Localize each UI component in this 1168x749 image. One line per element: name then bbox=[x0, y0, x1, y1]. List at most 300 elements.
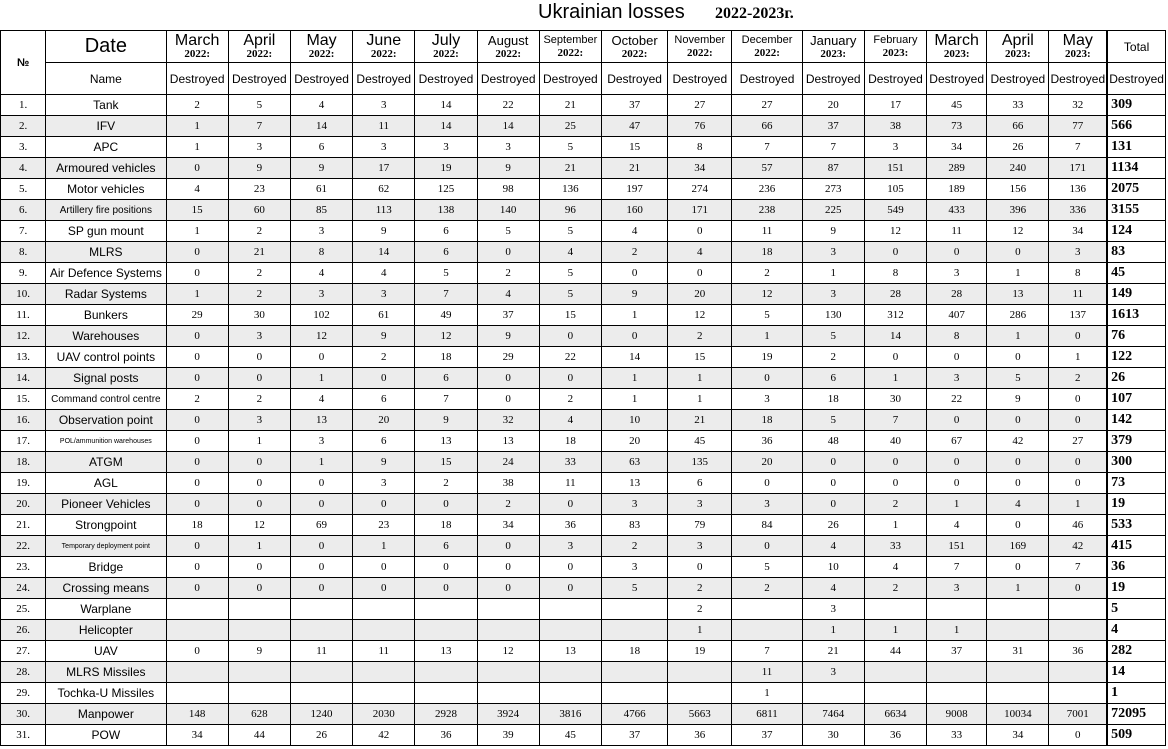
value-cell: 0 bbox=[927, 473, 987, 494]
value-cell bbox=[802, 683, 864, 704]
value-cell: 0 bbox=[732, 473, 802, 494]
value-cell: 148 bbox=[166, 704, 228, 725]
total-cell: 509 bbox=[1107, 725, 1165, 746]
value-cell: 0 bbox=[166, 494, 228, 515]
value-cell: 0 bbox=[668, 557, 732, 578]
value-cell: 3 bbox=[601, 494, 667, 515]
value-cell: 4 bbox=[353, 263, 415, 284]
month-year: 2023: bbox=[820, 47, 847, 60]
value-cell: 0 bbox=[353, 578, 415, 599]
value-cell: 1 bbox=[353, 536, 415, 557]
total-cell: 19 bbox=[1107, 578, 1165, 599]
value-cell: 6634 bbox=[864, 704, 926, 725]
value-cell: 4 bbox=[802, 536, 864, 557]
value-cell bbox=[601, 620, 667, 641]
row-number: 25. bbox=[1, 599, 46, 620]
row-number: 5. bbox=[1, 179, 46, 200]
value-cell bbox=[353, 683, 415, 704]
value-cell: 3924 bbox=[477, 704, 539, 725]
value-cell bbox=[864, 599, 926, 620]
value-cell: 137 bbox=[1049, 305, 1107, 326]
value-cell: 5 bbox=[539, 137, 601, 158]
value-cell bbox=[539, 599, 601, 620]
value-cell: 151 bbox=[864, 158, 926, 179]
value-cell: 5 bbox=[601, 578, 667, 599]
value-cell: 69 bbox=[290, 515, 352, 536]
value-cell: 1 bbox=[927, 620, 987, 641]
month-name: July bbox=[431, 32, 461, 49]
value-cell: 138 bbox=[415, 200, 477, 221]
value-cell: 3 bbox=[802, 599, 864, 620]
value-cell: 0 bbox=[228, 494, 290, 515]
month-year: 2023: bbox=[1005, 48, 1031, 60]
value-cell: 407 bbox=[927, 305, 987, 326]
month-name: May bbox=[1062, 32, 1093, 49]
value-cell: 4 bbox=[601, 221, 667, 242]
row-name: UAV control points bbox=[46, 347, 166, 368]
value-cell: 5 bbox=[228, 95, 290, 116]
table-row bbox=[1, 578, 1166, 599]
row-name: ATGM bbox=[46, 452, 166, 473]
value-cell: 47 bbox=[601, 116, 667, 137]
destroyed-subheader: Destroyed bbox=[802, 63, 864, 95]
table-row bbox=[1, 662, 1166, 683]
value-cell bbox=[539, 620, 601, 641]
value-cell: 0 bbox=[802, 452, 864, 473]
row-name: Tochka-U Missiles bbox=[46, 683, 166, 704]
month-name: March bbox=[934, 32, 979, 49]
row-number: 8. bbox=[1, 242, 46, 263]
month-name: May bbox=[306, 32, 337, 49]
value-cell: 2 bbox=[668, 578, 732, 599]
value-cell: 3 bbox=[1049, 242, 1107, 263]
value-cell bbox=[864, 683, 926, 704]
value-cell: 12 bbox=[668, 305, 732, 326]
value-cell: 5 bbox=[539, 263, 601, 284]
value-cell: 0 bbox=[166, 557, 228, 578]
row-number: 23. bbox=[1, 557, 46, 578]
value-cell: 19 bbox=[668, 641, 732, 662]
value-cell: 0 bbox=[290, 347, 352, 368]
table-row bbox=[1, 410, 1166, 431]
value-cell: 1240 bbox=[290, 704, 352, 725]
value-cell: 2 bbox=[668, 326, 732, 347]
month-name: April bbox=[243, 32, 276, 49]
value-cell: 0 bbox=[539, 494, 601, 515]
value-cell: 34 bbox=[927, 137, 987, 158]
value-cell: 12 bbox=[290, 326, 352, 347]
value-cell bbox=[1049, 662, 1107, 683]
value-cell: 0 bbox=[539, 368, 601, 389]
value-cell: 13 bbox=[415, 431, 477, 452]
date-column-header: Date bbox=[46, 31, 166, 63]
value-cell: 0 bbox=[477, 578, 539, 599]
value-cell: 13 bbox=[290, 410, 352, 431]
value-cell: 3 bbox=[927, 578, 987, 599]
row-number: 7. bbox=[1, 221, 46, 242]
row-name: AGL bbox=[46, 473, 166, 494]
value-cell: 1 bbox=[1049, 347, 1107, 368]
row-name: IFV bbox=[46, 116, 166, 137]
value-cell: 12 bbox=[477, 641, 539, 662]
value-cell: 2 bbox=[353, 347, 415, 368]
value-cell: 1 bbox=[228, 431, 290, 452]
value-cell: 21 bbox=[601, 158, 667, 179]
value-cell: 0 bbox=[415, 578, 477, 599]
row-name: POL/ammunition warehouses bbox=[46, 431, 166, 452]
value-cell: 9 bbox=[353, 452, 415, 473]
row-name: Helicopter bbox=[46, 620, 166, 641]
value-cell: 17 bbox=[864, 95, 926, 116]
value-cell: 11 bbox=[732, 662, 802, 683]
table-row bbox=[1, 179, 1166, 200]
value-cell: 36 bbox=[415, 725, 477, 746]
table-row bbox=[1, 683, 1166, 704]
value-cell: 0 bbox=[802, 473, 864, 494]
total-cell: 1134 bbox=[1107, 158, 1165, 179]
total-cell: 300 bbox=[1107, 452, 1165, 473]
destroyed-subheader: Destroyed bbox=[1049, 63, 1107, 95]
value-cell: 4 bbox=[539, 242, 601, 263]
value-cell: 15 bbox=[668, 347, 732, 368]
value-cell: 79 bbox=[668, 515, 732, 536]
value-cell: 14 bbox=[415, 95, 477, 116]
value-cell: 0 bbox=[987, 242, 1049, 263]
row-name: Pioneer Vehicles bbox=[46, 494, 166, 515]
table-row bbox=[1, 431, 1166, 452]
losses-table bbox=[0, 30, 1166, 746]
value-cell: 0 bbox=[166, 242, 228, 263]
value-cell: 336 bbox=[1049, 200, 1107, 221]
value-cell: 0 bbox=[601, 326, 667, 347]
value-cell: 7 bbox=[1049, 557, 1107, 578]
value-cell bbox=[539, 683, 601, 704]
total-cell: 4 bbox=[1107, 620, 1165, 641]
value-cell: 628 bbox=[228, 704, 290, 725]
value-cell bbox=[166, 662, 228, 683]
row-number: 13. bbox=[1, 347, 46, 368]
value-cell: 113 bbox=[353, 200, 415, 221]
value-cell: 9 bbox=[290, 158, 352, 179]
value-cell: 19 bbox=[415, 158, 477, 179]
month-name: February bbox=[873, 34, 918, 46]
value-cell: 4 bbox=[166, 179, 228, 200]
value-cell: 9 bbox=[987, 389, 1049, 410]
value-cell: 0 bbox=[415, 557, 477, 578]
row-number: 15. bbox=[1, 389, 46, 410]
row-number: 19. bbox=[1, 473, 46, 494]
value-cell: 24 bbox=[477, 452, 539, 473]
value-cell: 0 bbox=[290, 494, 352, 515]
value-cell: 30 bbox=[864, 389, 926, 410]
value-cell: 36 bbox=[732, 431, 802, 452]
total-cell: 45 bbox=[1107, 263, 1165, 284]
row-number: 14. bbox=[1, 368, 46, 389]
value-cell: 3 bbox=[732, 389, 802, 410]
month-header bbox=[732, 31, 802, 63]
table-row bbox=[1, 158, 1166, 179]
value-cell: 12 bbox=[987, 221, 1049, 242]
value-cell: 1 bbox=[228, 536, 290, 557]
month-header bbox=[601, 31, 667, 63]
value-cell: 31 bbox=[987, 641, 1049, 662]
value-cell: 44 bbox=[228, 725, 290, 746]
value-cell bbox=[927, 599, 987, 620]
value-cell: 1 bbox=[864, 515, 926, 536]
value-cell: 13 bbox=[477, 431, 539, 452]
table-row bbox=[1, 599, 1166, 620]
row-number: 12. bbox=[1, 326, 46, 347]
value-cell: 27 bbox=[732, 95, 802, 116]
row-name: Manpower bbox=[46, 704, 166, 725]
value-cell: 36 bbox=[539, 515, 601, 536]
value-cell: 0 bbox=[864, 347, 926, 368]
value-cell: 42 bbox=[987, 431, 1049, 452]
value-cell: 84 bbox=[732, 515, 802, 536]
value-cell: 33 bbox=[864, 536, 926, 557]
value-cell: 135 bbox=[668, 452, 732, 473]
row-number: 20. bbox=[1, 494, 46, 515]
value-cell: 76 bbox=[668, 116, 732, 137]
value-cell: 49 bbox=[415, 305, 477, 326]
value-cell: 0 bbox=[166, 452, 228, 473]
value-cell: 5 bbox=[477, 221, 539, 242]
value-cell bbox=[927, 683, 987, 704]
value-cell: 0 bbox=[539, 578, 601, 599]
row-number: 2. bbox=[1, 116, 46, 137]
row-name: MLRS Missiles bbox=[46, 662, 166, 683]
value-cell: 0 bbox=[864, 473, 926, 494]
value-cell: 5 bbox=[987, 368, 1049, 389]
table-row bbox=[1, 620, 1166, 641]
value-cell: 96 bbox=[539, 200, 601, 221]
value-cell: 15 bbox=[166, 200, 228, 221]
value-cell: 44 bbox=[864, 641, 926, 662]
total-cell: 124 bbox=[1107, 221, 1165, 242]
value-cell: 1 bbox=[668, 368, 732, 389]
month-name: April bbox=[1001, 32, 1034, 49]
value-cell: 20 bbox=[732, 452, 802, 473]
value-cell: 67 bbox=[927, 431, 987, 452]
value-cell: 1 bbox=[987, 326, 1049, 347]
value-cell: 11 bbox=[1049, 284, 1107, 305]
value-cell: 25 bbox=[539, 116, 601, 137]
value-cell: 21 bbox=[802, 641, 864, 662]
value-cell: 0 bbox=[228, 557, 290, 578]
value-cell: 7 bbox=[732, 137, 802, 158]
value-cell: 29 bbox=[166, 305, 228, 326]
value-cell: 0 bbox=[166, 410, 228, 431]
month-header bbox=[864, 31, 926, 63]
value-cell: 0 bbox=[987, 452, 1049, 473]
value-cell: 3 bbox=[353, 284, 415, 305]
value-cell: 7 bbox=[415, 389, 477, 410]
value-cell: 61 bbox=[353, 305, 415, 326]
value-cell: 5 bbox=[802, 326, 864, 347]
value-cell: 36 bbox=[1049, 641, 1107, 662]
value-cell: 7 bbox=[732, 641, 802, 662]
value-cell: 11 bbox=[732, 221, 802, 242]
value-cell: 3 bbox=[353, 473, 415, 494]
row-number: 9. bbox=[1, 263, 46, 284]
value-cell: 1 bbox=[927, 494, 987, 515]
value-cell: 9 bbox=[477, 326, 539, 347]
value-cell: 4 bbox=[927, 515, 987, 536]
value-cell: 0 bbox=[228, 473, 290, 494]
value-cell: 73 bbox=[927, 116, 987, 137]
value-cell: 0 bbox=[601, 263, 667, 284]
row-number: 21. bbox=[1, 515, 46, 536]
total-cell: 131 bbox=[1107, 137, 1165, 158]
value-cell bbox=[353, 620, 415, 641]
value-cell: 34 bbox=[668, 158, 732, 179]
total-cell: 2075 bbox=[1107, 179, 1165, 200]
month-header bbox=[802, 31, 864, 63]
row-name: Warplane bbox=[46, 599, 166, 620]
value-cell bbox=[477, 683, 539, 704]
value-cell: 18 bbox=[539, 431, 601, 452]
month-name: October bbox=[611, 32, 658, 48]
month-header bbox=[290, 31, 352, 63]
value-cell: 1 bbox=[987, 578, 1049, 599]
value-cell: 7 bbox=[927, 557, 987, 578]
value-cell: 0 bbox=[1049, 389, 1107, 410]
row-name: MLRS bbox=[46, 242, 166, 263]
value-cell bbox=[732, 599, 802, 620]
value-cell: 4 bbox=[802, 578, 864, 599]
value-cell: 30 bbox=[228, 305, 290, 326]
value-cell: 20 bbox=[802, 95, 864, 116]
total-cell: 107 bbox=[1107, 389, 1165, 410]
value-cell: 0 bbox=[732, 368, 802, 389]
value-cell: 23 bbox=[228, 179, 290, 200]
row-name: Motor vehicles bbox=[46, 179, 166, 200]
month-header bbox=[477, 31, 539, 63]
value-cell: 10 bbox=[802, 557, 864, 578]
value-cell: 0 bbox=[166, 158, 228, 179]
value-cell: 0 bbox=[166, 347, 228, 368]
value-cell: 9 bbox=[353, 326, 415, 347]
value-cell: 236 bbox=[732, 179, 802, 200]
row-name: Crossing means bbox=[46, 578, 166, 599]
destroyed-subheader: Destroyed bbox=[864, 63, 926, 95]
value-cell: 9 bbox=[228, 641, 290, 662]
row-name: Warehouses bbox=[46, 326, 166, 347]
value-cell: 8 bbox=[864, 263, 926, 284]
value-cell: 169 bbox=[987, 536, 1049, 557]
value-cell bbox=[290, 683, 352, 704]
month-header bbox=[166, 31, 228, 63]
value-cell bbox=[539, 662, 601, 683]
value-cell: 6 bbox=[415, 221, 477, 242]
month-year: 2022: bbox=[184, 48, 210, 60]
value-cell: 6 bbox=[668, 473, 732, 494]
value-cell: 13 bbox=[539, 641, 601, 662]
value-cell: 286 bbox=[987, 305, 1049, 326]
name-column-header: Name bbox=[46, 63, 166, 95]
row-number: 24. bbox=[1, 578, 46, 599]
value-cell: 2 bbox=[732, 578, 802, 599]
row-name: Strongpoint bbox=[46, 515, 166, 536]
value-cell: 0 bbox=[477, 368, 539, 389]
value-cell: 20 bbox=[668, 284, 732, 305]
table-row bbox=[1, 284, 1166, 305]
value-cell: 0 bbox=[477, 242, 539, 263]
value-cell: 10 bbox=[601, 410, 667, 431]
value-cell bbox=[228, 620, 290, 641]
table-row bbox=[1, 305, 1166, 326]
value-cell: 6 bbox=[353, 431, 415, 452]
value-cell bbox=[477, 620, 539, 641]
value-cell: 34 bbox=[477, 515, 539, 536]
value-cell: 6 bbox=[290, 137, 352, 158]
row-number: 29. bbox=[1, 683, 46, 704]
value-cell: 22 bbox=[539, 347, 601, 368]
value-cell: 7 bbox=[802, 137, 864, 158]
value-cell: 18 bbox=[166, 515, 228, 536]
value-cell: 1 bbox=[166, 221, 228, 242]
table-row bbox=[1, 242, 1166, 263]
value-cell: 14 bbox=[601, 347, 667, 368]
row-number: 3. bbox=[1, 137, 46, 158]
value-cell: 2 bbox=[228, 284, 290, 305]
month-year: 2023: bbox=[882, 47, 909, 59]
value-cell: 7464 bbox=[802, 704, 864, 725]
value-cell: 1 bbox=[290, 452, 352, 473]
table-row bbox=[1, 200, 1166, 221]
value-cell bbox=[1049, 599, 1107, 620]
table-row bbox=[1, 368, 1166, 389]
value-cell: 1 bbox=[864, 368, 926, 389]
value-cell: 0 bbox=[477, 536, 539, 557]
total-cell: 73 bbox=[1107, 473, 1165, 494]
value-cell: 0 bbox=[927, 242, 987, 263]
table-row bbox=[1, 95, 1166, 116]
value-cell: 7 bbox=[228, 116, 290, 137]
destroyed-subheader: Destroyed bbox=[539, 63, 601, 95]
row-name: Bunkers bbox=[46, 305, 166, 326]
value-cell: 30 bbox=[802, 725, 864, 746]
value-cell: 29 bbox=[477, 347, 539, 368]
value-cell: 3 bbox=[668, 536, 732, 557]
value-cell: 46 bbox=[1049, 515, 1107, 536]
value-cell: 42 bbox=[1049, 536, 1107, 557]
value-cell: 2030 bbox=[353, 704, 415, 725]
month-header bbox=[353, 31, 415, 63]
value-cell: 433 bbox=[927, 200, 987, 221]
value-cell: 45 bbox=[668, 431, 732, 452]
month-year: 2023: bbox=[1064, 48, 1091, 60]
total-cell: 379 bbox=[1107, 431, 1165, 452]
row-name: UAV bbox=[46, 641, 166, 662]
value-cell bbox=[353, 599, 415, 620]
total-cell: 3155 bbox=[1107, 200, 1165, 221]
destroyed-subheader: Destroyed bbox=[927, 63, 987, 95]
value-cell: 0 bbox=[166, 263, 228, 284]
value-cell: 3 bbox=[732, 494, 802, 515]
row-name: Air Defence Systems bbox=[46, 263, 166, 284]
value-cell: 151 bbox=[927, 536, 987, 557]
value-cell: 85 bbox=[290, 200, 352, 221]
month-year: 2022: bbox=[557, 47, 584, 59]
value-cell: 87 bbox=[802, 158, 864, 179]
value-cell: 2 bbox=[228, 389, 290, 410]
value-cell: 102 bbox=[290, 305, 352, 326]
value-cell: 6 bbox=[353, 389, 415, 410]
value-cell: 66 bbox=[732, 116, 802, 137]
value-cell: 2 bbox=[228, 221, 290, 242]
table-row bbox=[1, 221, 1166, 242]
